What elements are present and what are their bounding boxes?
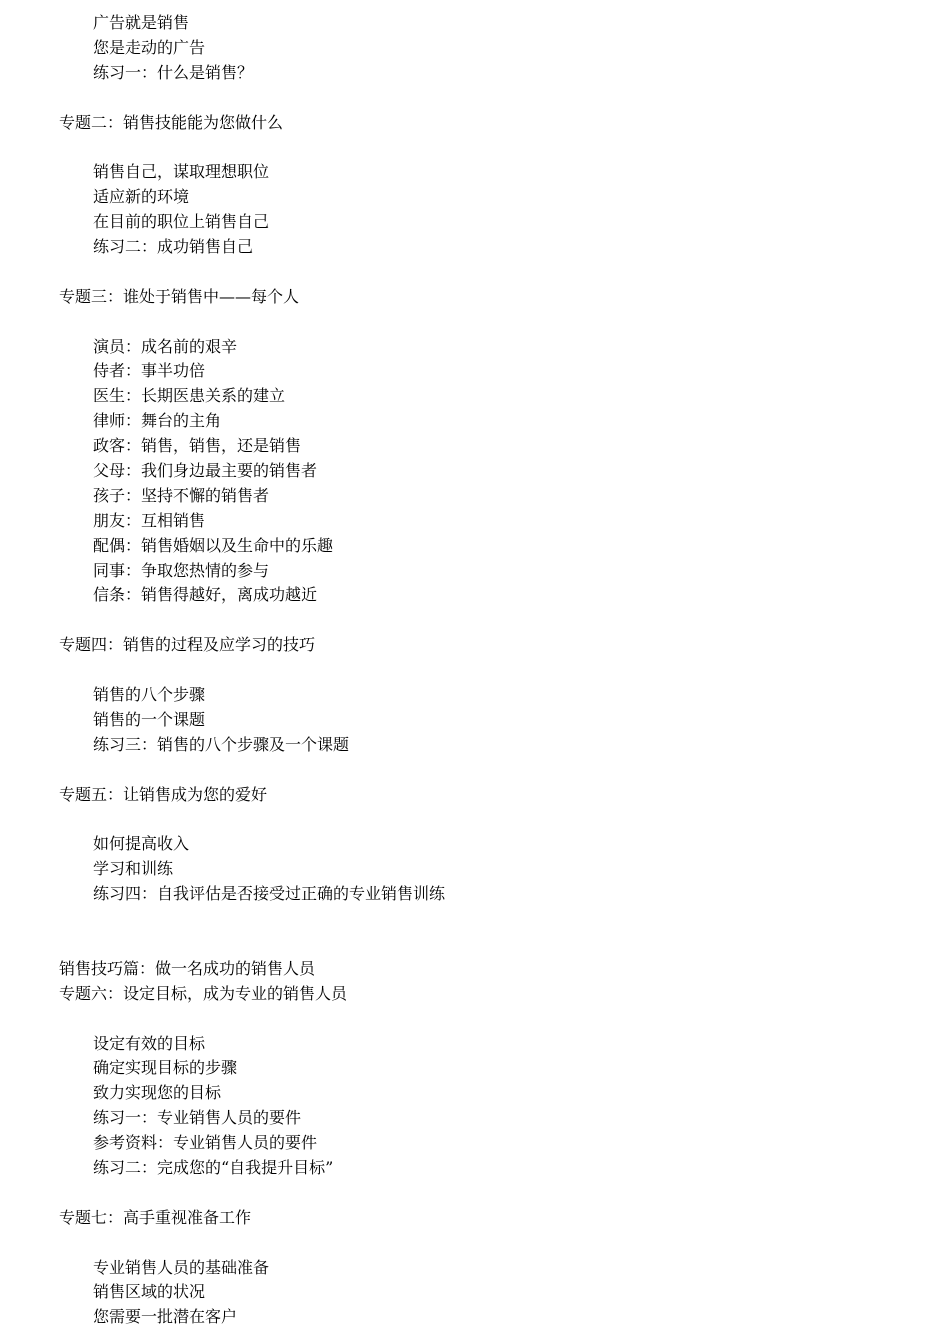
list-item: 演员：成名前的艰辛 [93,336,238,356]
section-heading: 专题五：让销售成为您的爱好 [59,784,268,804]
list-item: 政客：销售，销售，还是销售 [93,436,302,456]
list-item: 练习三：销售的八个步骤及一个课题 [93,734,350,754]
list-item: 销售区域的状况 [93,1282,206,1302]
list-item: 销售自己，谋取理想职位 [93,162,270,182]
list-item: 参考资料：专业销售人员的要件 [93,1133,318,1153]
list-item: 练习一：专业销售人员的要件 [93,1108,302,1128]
list-item: 致力实现您的目标 [93,1083,222,1103]
list-item: 练习一：什么是销售？ [93,62,254,82]
spacer [0,808,950,833]
list-item: 信条：销售得越好，离成功越近 [93,585,318,605]
list-item: 侍者：事半功倍 [93,361,206,381]
list-item: 专业销售人员的基础准备 [93,1257,270,1277]
spacer [0,932,950,957]
list-item: 同事：争取您热情的参与 [93,560,270,580]
section-heading: 专题六：设定目标，成为专业的销售人员 [59,983,348,1003]
list-item: 朋友：互相销售 [93,510,206,530]
spacer [0,86,950,111]
list-item: 广告就是销售 [93,13,190,32]
list-item: 设定有效的目标 [93,1033,206,1053]
list-item: 配偶：销售婚姻以及生命中的乐趣 [93,535,334,555]
list-item: 练习二：完成您的“自我提升目标” [93,1157,334,1177]
spacer [0,758,950,783]
spacer [0,135,950,160]
section-heading: 专题二：销售技能能为您做什么 [59,112,284,132]
list-item: 学习和训练 [93,859,174,879]
list-item: 练习四：自我评估是否接受过正确的专业销售训练 [93,884,446,904]
list-item: 您需要一批潜在客户 [93,1307,238,1327]
section-heading: 专题三：谁处于销售中——每个人 [59,286,300,306]
part-heading: 销售技巧篇：做一名成功的销售人员 [59,958,316,978]
list-item: 练习二：成功销售自己 [93,237,254,257]
list-item: 在目前的职位上销售自己 [93,212,270,232]
spacer [0,310,950,335]
list-item: 医生：长期医患关系的建立 [93,386,286,406]
spacer [0,608,950,633]
list-item: 确定实现目标的步骤 [93,1058,238,1078]
list-item: 父母：我们身边最主要的销售者 [93,461,318,481]
spacer [0,1231,950,1256]
list-item: 律师：舞台的主角 [93,411,222,431]
list-item: 如何提高收入 [93,834,190,854]
spacer [0,1007,950,1032]
list-item: 您是走动的广告 [93,37,206,57]
list-item: 适应新的环境 [93,187,190,207]
list-item: 销售的一个课题 [93,709,206,729]
document-page [0,11,950,1330]
spacer [0,260,950,285]
spacer [0,658,950,683]
section-heading: 专题七：高手重视准备工作 [59,1207,252,1227]
list-item: 孩子：坚持不懈的销售者 [93,485,270,505]
spacer [0,1181,950,1206]
list-item: 销售的八个步骤 [93,685,206,705]
spacer [0,907,950,932]
section-heading: 专题四：销售的过程及应学习的技巧 [59,635,316,655]
